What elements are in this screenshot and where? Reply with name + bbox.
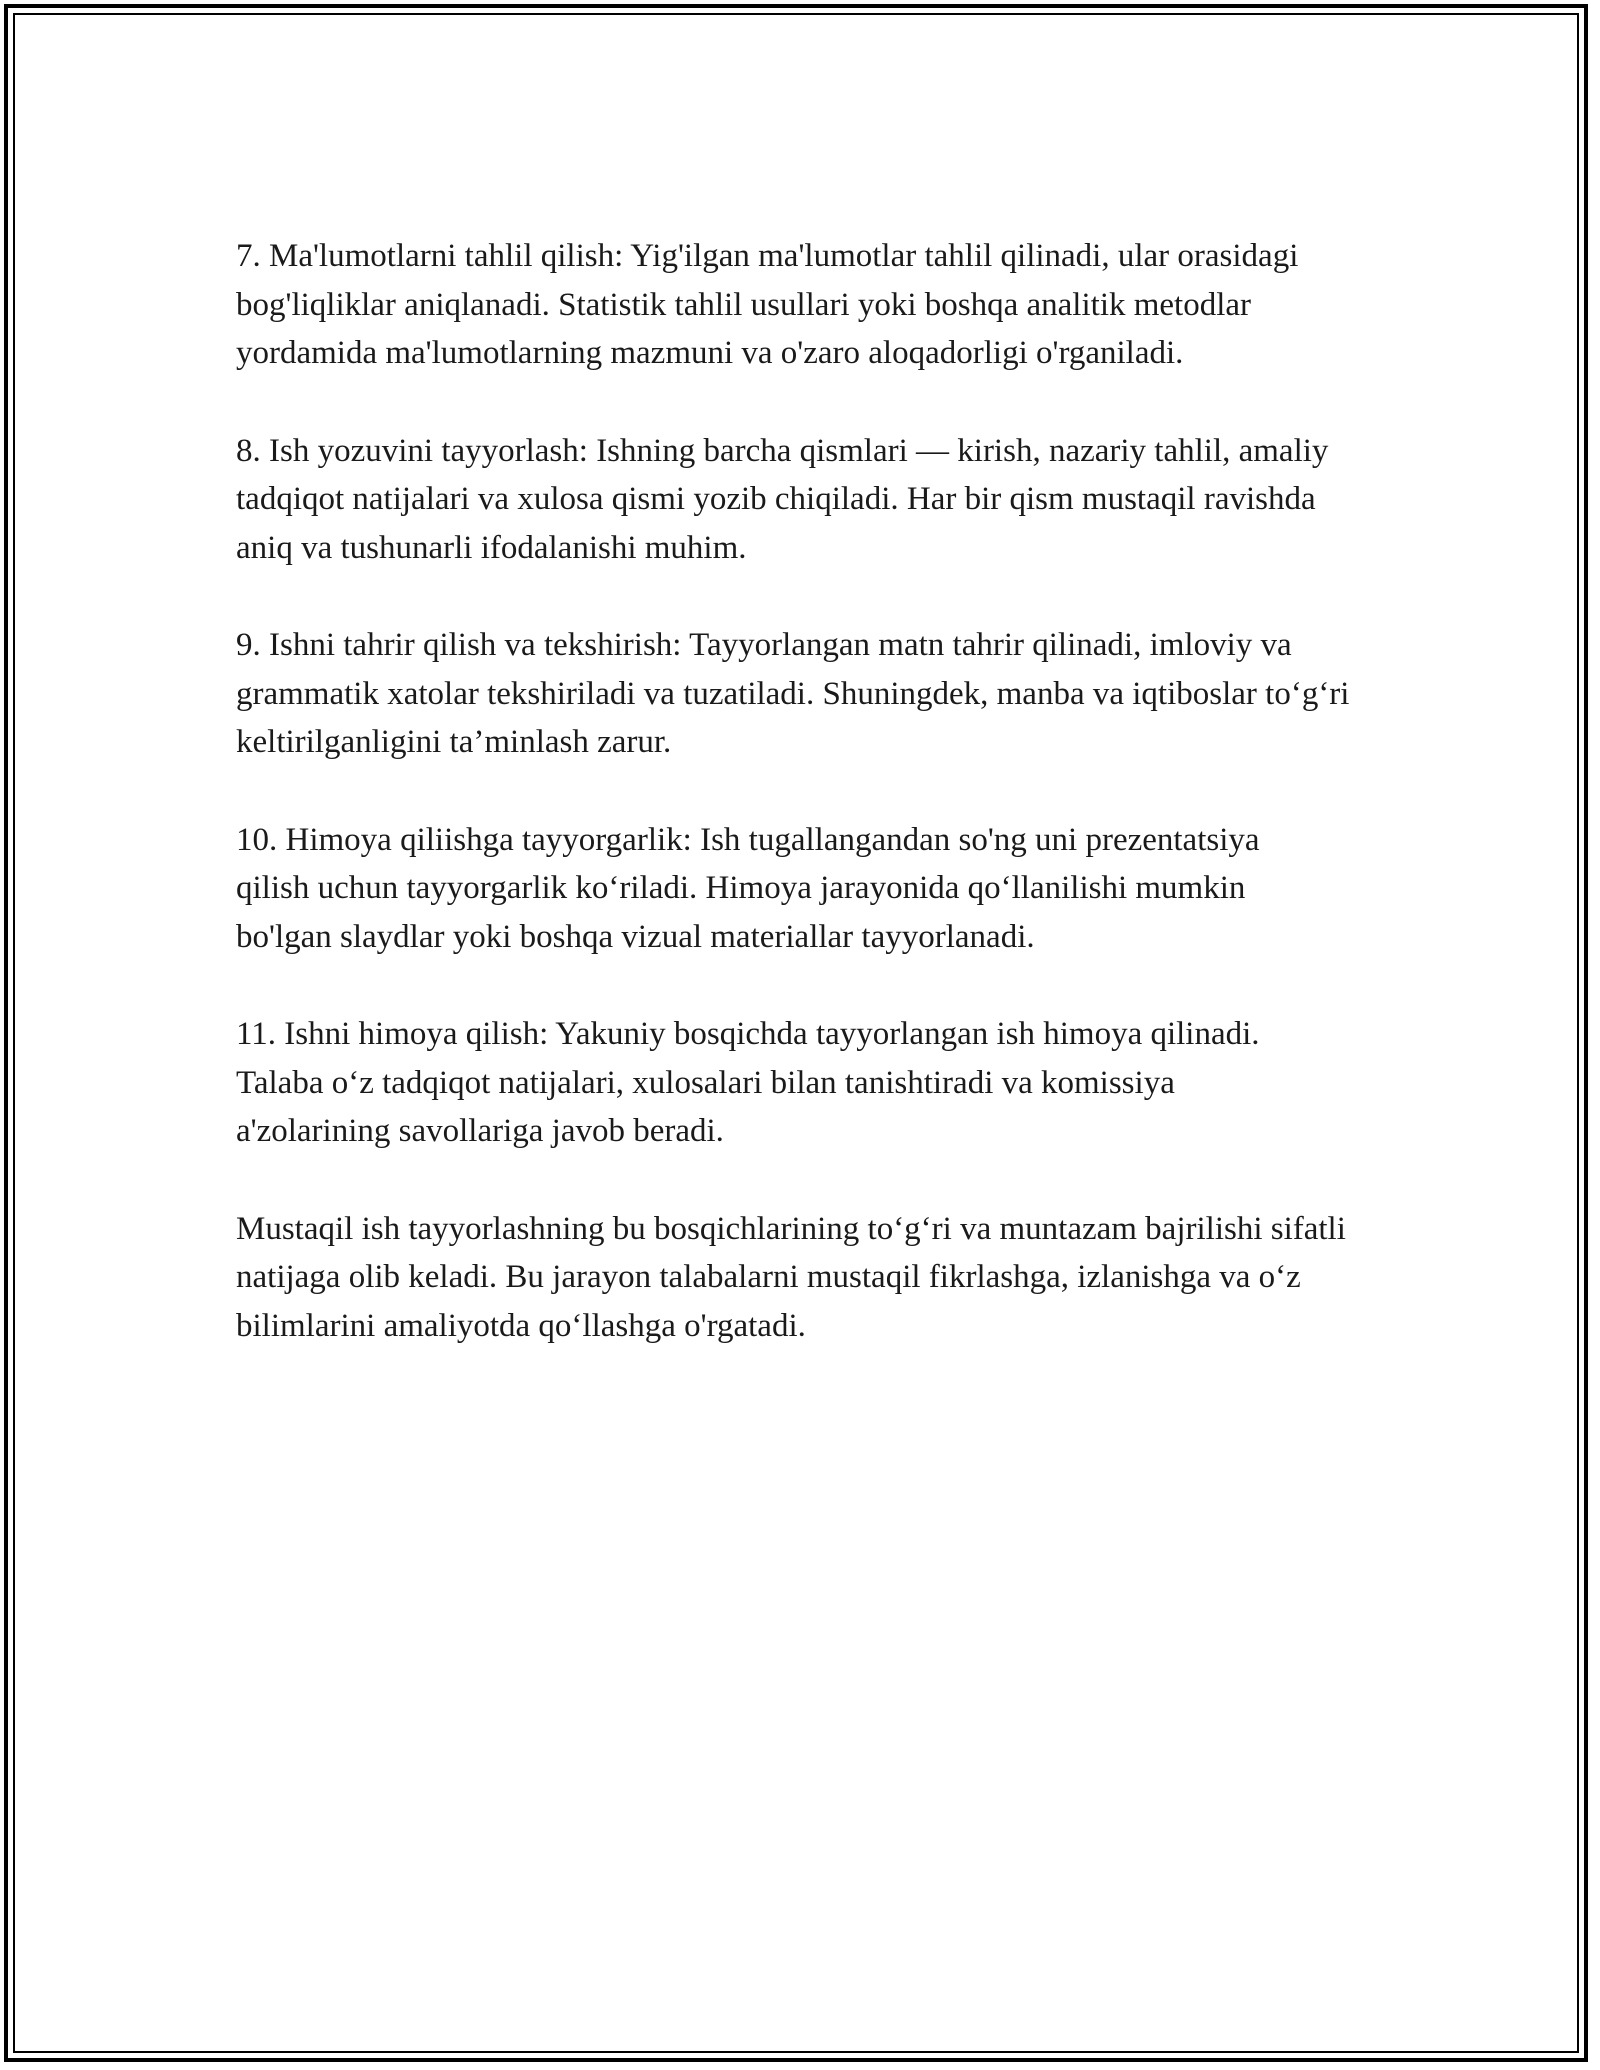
document-body — [236, 232, 1366, 1399]
paragraph-step-8: 8. Ish yozuvini tayyorlash: Ishning barcha qismlari — kirish, nazariy tahlil, amaliy tadqiqot natijalari va xulosa qismi yozib chiqiladi. Har bir qism mustaqil ravishda aniq va tushunarli ifodalanishi muhim. — [236, 432, 1329, 566]
paragraph-step-11: 11. Ishni himoya qilish: Yakuniy bosqichda tayyorlangan ish himoya qilinadi. Talaba o‘z tadqiqot natijalari, xulosalari bilan tanishtiradi va komissiya a'zolarining savollariga javob beradi. — [236, 1016, 1260, 1149]
paragraph-step-9: 9. Ishni tahrir qilish va tekshirish: Tayyorlangan matn tahrir qilinadi, imloviy va grammatik xatolar tekshiriladi va tuzatiladi. Shuningdek, manba va iqtiboslar to‘g‘ri keltirilganligini ta’minlash zarur. — [236, 627, 1350, 760]
paragraph-conclusion: Mustaqil ish tayyorlashning bu bosqichlarining to‘g‘ri va muntazam bajrilishi sifatli natijaga olib keladi. Bu jarayon talabalarni mustaqil fikrlashga, izlanishga va o‘z bilimlarini amaliyotda qo‘llashga o'rgatadi. — [236, 1210, 1346, 1344]
paragraph-step-10: 10. Himoya qiliishga tayyorgarlik: Ish tugallangandan so'ng uni prezentatsiya qilish uchun tayyorgarlik ko‘riladi. Himoya jarayonida qo‘llanilishi mumkin bo'lgan slaydlar yoki boshqa vizual materiallar tayyorlanadi. — [236, 821, 1260, 955]
paragraph-step-7: 7. Ma'lumotlarni tahlil qilish: Yig'ilgan ma'lumotlar tahlil qilinadi, ular orasidagi bog'liqliklar aniqlanadi. Statistik tahlil usullari yoki boshqa analitik metodlar yordamida ma'lumotlarning mazmuni va o'zaro aloqadorligi o'rganiladi. — [236, 238, 1299, 371]
